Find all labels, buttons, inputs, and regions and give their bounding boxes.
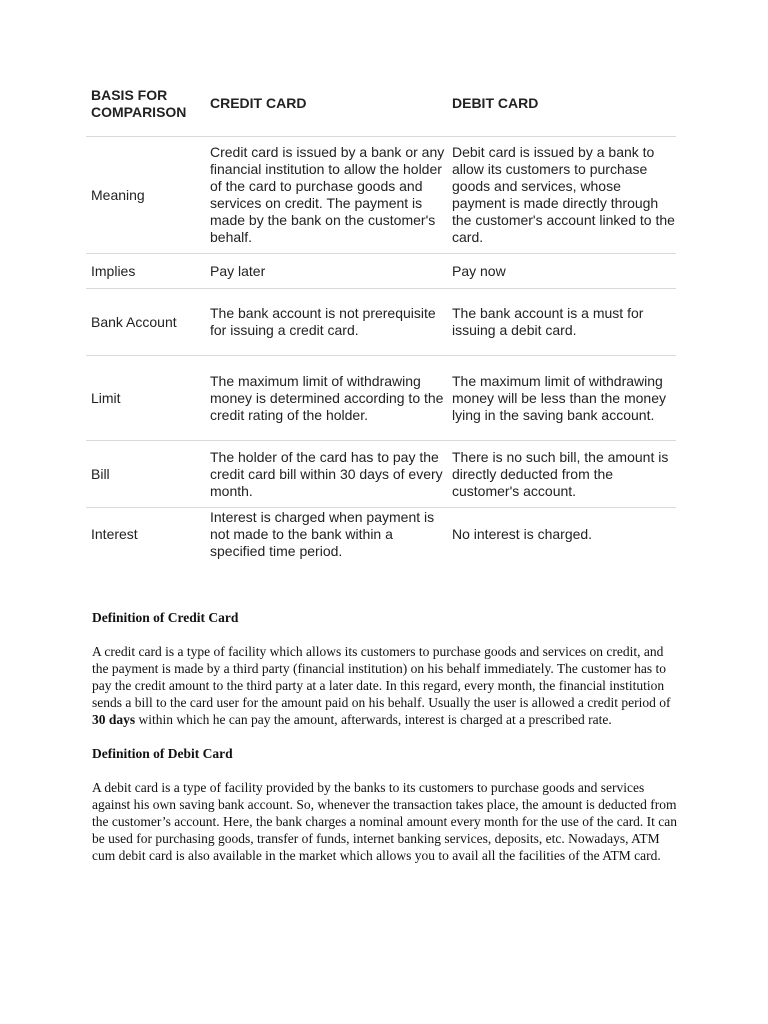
table-row [86, 356, 676, 441]
credit-text-part-2: within which he can pay the amount, afterwards, interest is charged at a prescribed rate. [135, 712, 612, 727]
row-debit: The bank account is a must for issuing a debit card. [447, 289, 676, 356]
table-row [86, 508, 676, 562]
header-credit-card: CREDIT CARD [210, 95, 307, 111]
row-credit: Credit card is issued by a bank or any financial institution to allow the holder of the card to purchase goods and services on credit. The payment is made by the bank on the customer's behalf. [205, 137, 447, 254]
row-basis: Limit [86, 356, 205, 441]
header-debit-card: DEBIT CARD [452, 95, 539, 111]
row-basis: Bank Account [86, 289, 205, 356]
row-debit: There is no such bill, the amount is directly deducted from the customer's account. [447, 441, 676, 508]
row-basis: Bill [86, 441, 205, 508]
debit-card-definition-heading: Definition of Debit Card [92, 746, 233, 761]
comparison-table [86, 80, 676, 562]
table-header-row [86, 80, 676, 137]
row-basis: Implies [86, 254, 205, 289]
row-credit: The maximum limit of withdrawing money is determined according to the credit rating of the holder. [205, 356, 447, 441]
row-debit: Debit card is issued by a bank to allow its customers to purchase goods and services, whose payment is made directly through the customer's account linked to the card. [447, 137, 676, 254]
row-credit: The holder of the card has to pay the credit card bill within 30 days of every month. [205, 441, 447, 508]
row-credit: Interest is charged when payment is not made to the bank within a specified time period. [205, 508, 447, 562]
row-basis: Interest [86, 508, 205, 562]
credit-period-bold: 30 days [92, 712, 136, 727]
credit-text-part-1: A credit card is a type of facility which allows its customers to purchase goods and services on credit, and the payment is made by a third party (financial institution) on his behalf immediately. The customer has to pay the credit amount to the third party at a later date. In this regard, every month, the financial institution sends a bill to the card user for the amount paid on his behalf. Usually the user is allowed a credit period of [92, 644, 671, 710]
row-basis: Meaning [86, 137, 205, 254]
row-debit: Pay now [447, 254, 676, 289]
table-row [86, 137, 676, 254]
row-debit: The maximum limit of withdrawing money will be less than the money lying in the saving bank account. [447, 356, 676, 441]
table-row [86, 441, 676, 508]
credit-card-definition-heading: Definition of Credit Card [92, 610, 239, 625]
debit-card-definition-paragraph: A debit card is a type of facility provided by the banks to its customers to purchase goods and services against his own saving bank account. So, whenever the transaction takes place, the amount is deducted from the customer’s account. Here, the bank charges a nominal amount every month for the use of the card. It can be used for purchasing goods, transfer of funds, internet banking services, deposits, etc. Nowadays, ATM cum debit card is also available in the market which allows you to avail all the facilities of the ATM card. [92, 780, 678, 863]
table-row [86, 254, 676, 289]
row-credit: The bank account is not prerequisite for issuing a credit card. [205, 289, 447, 356]
table-row [86, 289, 676, 356]
credit-card-definition-paragraph [92, 643, 682, 728]
row-debit: No interest is charged. [447, 508, 676, 562]
header-basis: BASIS FOR COMPARISON [91, 86, 187, 120]
article-body [92, 609, 682, 881]
row-credit: Pay later [205, 254, 447, 289]
